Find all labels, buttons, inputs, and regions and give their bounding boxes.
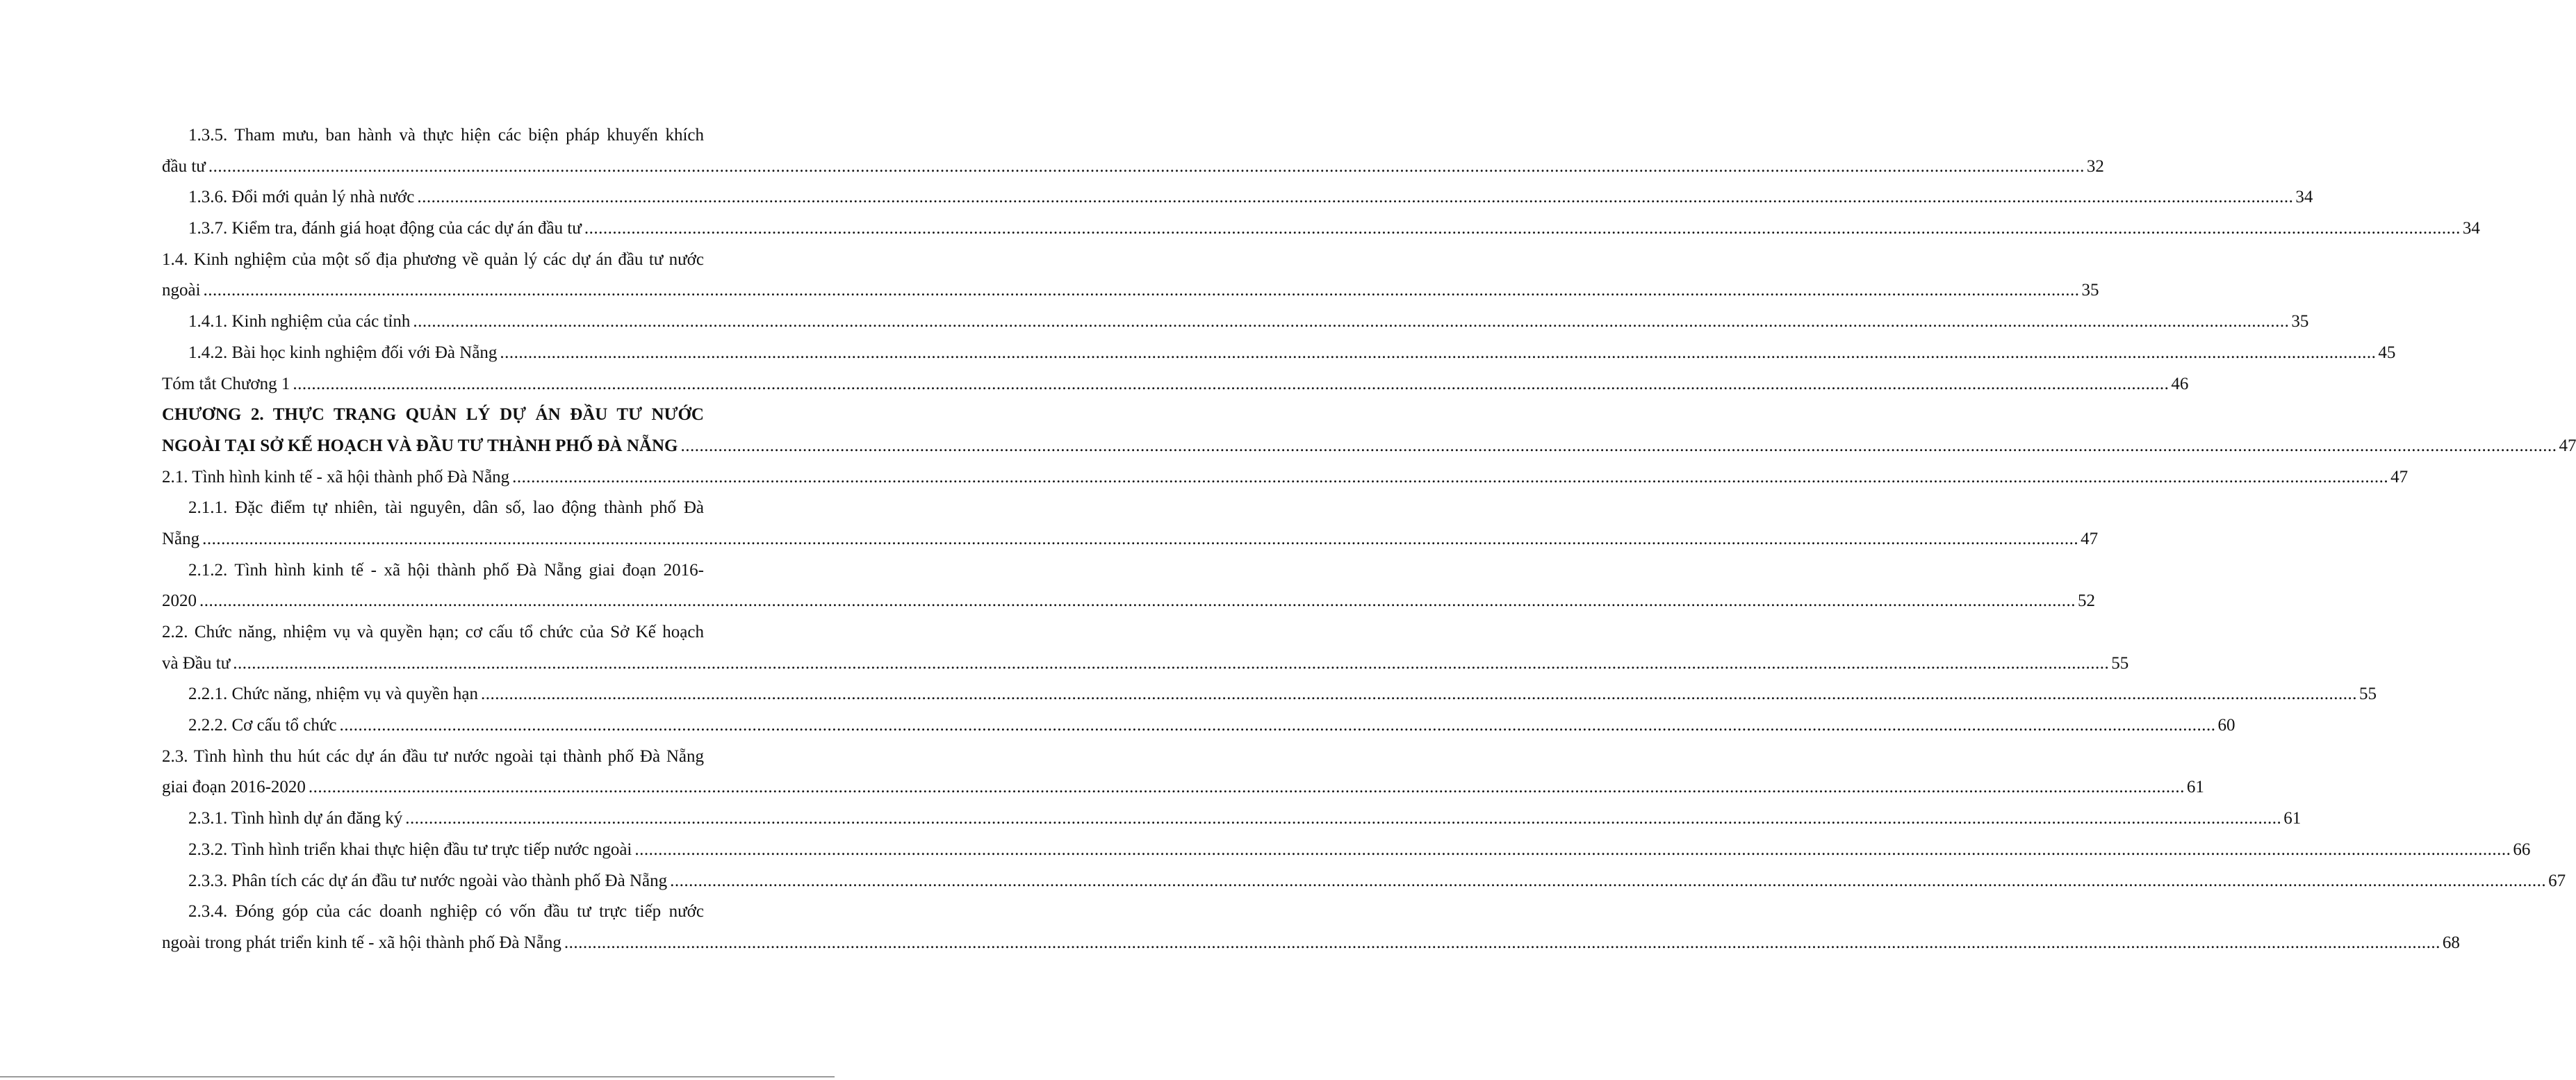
dot-leader: ................................................................................................................................................................................................................................................................................................................................................................................................................ xyxy=(512,467,2389,486)
toc-entry-final-line xyxy=(162,306,2309,338)
dot-leader: ................................................................................................................................................................................................................................................................................................................................................................................................................ xyxy=(293,374,2169,393)
page-number: 35 xyxy=(2081,281,2099,300)
dot-leader: ................................................................................................................................................................................................................................................................................................................................................................................................................ xyxy=(564,933,2440,952)
toc-entry-final-line xyxy=(162,524,2099,555)
toc-entry-final-line xyxy=(162,835,2531,866)
toc-entry-2-3-2 xyxy=(162,835,2531,866)
page-number: 60 xyxy=(2217,716,2235,735)
dot-leader: ................................................................................................................................................................................................................................................................................................................................................................................................................ xyxy=(634,840,2511,859)
page-number: 55 xyxy=(2358,685,2377,704)
page-number: 47 xyxy=(2390,467,2409,486)
toc-entry-2-1 xyxy=(162,462,2409,493)
page-number: 61 xyxy=(2283,809,2302,828)
toc-entry-final-line xyxy=(162,275,2099,306)
toc-entry-2-2 xyxy=(162,617,2129,679)
toc-entry-1-3-7 xyxy=(162,213,2480,245)
toc-entry-title: đầu tư xyxy=(162,156,206,176)
toc-entry-text-line: 2.3.4. Đóng góp của các doanh nghiệp có vốn đầu tư trực tiếp nước xyxy=(188,902,704,922)
toc-entry-title: 2.3.1. Tình hình dự án đăng ký xyxy=(188,809,403,828)
page-number: 34 xyxy=(2462,219,2480,238)
dot-leader: ................................................................................................................................................................................................................................................................................................................................................................................................................ xyxy=(339,716,2216,735)
toc-entry-2-2-2 xyxy=(162,710,2235,742)
toc-entry-title: 1.3.6. Đổi mới quản lý nhà nước xyxy=(188,188,415,207)
page-number: 61 xyxy=(2186,778,2204,797)
toc-entry-1-4-2 xyxy=(162,338,2396,369)
toc-entry-text-line: 1.4. Kinh nghiệm của một số địa phương về quản lý các dự án đầu tư nước xyxy=(162,249,704,269)
toc-entry-2-3-3 xyxy=(162,866,2566,897)
toc-entry-text-line: CHƯƠNG 2. THỰC TRẠNG QUẢN LÝ DỰ ÁN ĐẦU TƯ NƯỚC xyxy=(162,405,704,425)
toc-entry-title: Nẵng xyxy=(162,529,200,548)
toc-entry-final-line xyxy=(162,928,2460,959)
toc-entry-title: 2.2.2. Cơ cấu tổ chức xyxy=(188,716,337,735)
toc-entry-final-line xyxy=(162,772,2204,803)
page-number: 45 xyxy=(2378,343,2396,362)
toc-entry-final-line xyxy=(162,369,2189,400)
toc-entry-1-3-5 xyxy=(162,120,2104,182)
toc-entry-2-3-4 xyxy=(162,897,2460,958)
toc-entry-text-line: 2.2. Chức năng, nhiệm vụ và quyền hạn; cơ cấu tổ chức của Sở Kế hoạch xyxy=(162,623,704,641)
toc-entry-final-line xyxy=(162,803,2302,835)
toc-entry-title: và Đầu tư xyxy=(162,653,231,673)
dot-leader: ................................................................................................................................................................................................................................................................................................................................................................................................................ xyxy=(202,529,2079,548)
toc-entry-title: NGOÀI TẠI SỞ KẾ HOẠCH VÀ ĐẦU TƯ THÀNH PHỐ ĐÀ NẴNG xyxy=(162,436,678,455)
toc-entry-title: 2.2.1. Chức năng, nhiệm vụ và quyền hạn xyxy=(188,685,478,704)
toc-entry-2-3 xyxy=(162,742,2204,803)
toc-entry-title: giai đoạn 2016-2020 xyxy=(162,778,306,797)
toc-entry-text-line: 2.1.1. Đặc điểm tự nhiên, tài nguyên, dân số, lao động thành phố Đà xyxy=(188,498,704,518)
toc-entry-final-line xyxy=(162,152,2104,183)
toc-entry-final-line xyxy=(162,648,2129,680)
toc-entry-final-line xyxy=(162,213,2480,245)
toc-entry-final-line xyxy=(162,338,2396,369)
page-number: 46 xyxy=(2171,374,2189,393)
toc-entry-title: 1.4.1. Kinh nghiệm của các tỉnh xyxy=(188,312,411,332)
toc-entry-1-3-6 xyxy=(162,182,2313,213)
dot-leader: ................................................................................................................................................................................................................................................................................................................................................................................................................ xyxy=(233,653,2110,673)
toc-entry-chuong-2 xyxy=(162,400,2576,461)
toc-entry-title: ngoài xyxy=(162,281,201,300)
dot-leader: ................................................................................................................................................................................................................................................................................................................................................................................................................ xyxy=(199,591,2076,611)
toc-entry-2-2-1 xyxy=(162,679,2377,710)
toc-entry-final-line xyxy=(162,866,2566,897)
page-number: 32 xyxy=(2086,156,2104,176)
toc-entry-1-4 xyxy=(162,245,2099,306)
dot-leader: ................................................................................................................................................................................................................................................................................................................................................................................................................ xyxy=(308,778,2185,797)
toc-entry-final-line xyxy=(162,679,2377,710)
page-number: 68 xyxy=(2442,933,2460,952)
toc-entry-text-line: 2.3. Tình hình thu hút các dự án đầu tư nước ngoài tại thành phố Đà Nẵng xyxy=(162,746,704,766)
toc-entry-title: 1.3.7. Kiểm tra, đánh giá hoạt động của các dự án đầu tư xyxy=(188,219,582,238)
toc-entry-title: 2.3.2. Tình hình triển khai thực hiện đầu tư trực tiếp nước ngoài xyxy=(188,840,632,859)
dot-leader: ................................................................................................................................................................................................................................................................................................................................................................................................................ xyxy=(680,436,2557,455)
dot-leader: ................................................................................................................................................................................................................................................................................................................................................................................................................ xyxy=(203,281,2080,300)
dot-leader: ................................................................................................................................................................................................................................................................................................................................................................................................................ xyxy=(584,219,2461,238)
toc-entry-final-line xyxy=(162,431,2576,462)
toc-entry-title: 1.4.2. Bài học kinh nghiệm đối với Đà Nẵng xyxy=(188,343,498,362)
toc-entry-title: 2.3.3. Phân tích các dự án đầu tư nước ngoài vào thành phố Đà Nẵng xyxy=(188,871,668,890)
toc-entry-1-4-1 xyxy=(162,306,2309,338)
toc-entry-text-line: 1.3.5. Tham mưu, ban hành và thực hiện các biện pháp khuyến khích xyxy=(188,126,704,145)
toc-entry-tom-tat-1 xyxy=(162,369,2189,400)
dot-leader: ................................................................................................................................................................................................................................................................................................................................................................................................................ xyxy=(208,156,2085,176)
dot-leader: ................................................................................................................................................................................................................................................................................................................................................................................................................ xyxy=(417,188,2294,207)
toc-entry-text-line: 2.1.2. Tình hình kinh tế - xã hội thành phố Đà Nẵng giai đoạn 2016- xyxy=(188,560,704,580)
page-number: 67 xyxy=(2548,871,2566,890)
toc-entry-title: ngoài trong phát triển kinh tế - xã hội thành phố Đà Nẵng xyxy=(162,933,561,952)
page-number: 34 xyxy=(2295,188,2313,207)
dot-leader: ................................................................................................................................................................................................................................................................................................................................................................................................................ xyxy=(480,685,2357,704)
toc-entry-title: 2020 xyxy=(162,591,197,611)
page-number: 35 xyxy=(2291,312,2309,332)
table-of-contents xyxy=(162,120,2576,959)
toc-entry-title: Tóm tắt Chương 1 xyxy=(162,374,290,393)
page-number: 47 xyxy=(2081,529,2099,548)
page-number: 55 xyxy=(2111,653,2129,673)
toc-entry-final-line xyxy=(162,182,2313,213)
page-number: 66 xyxy=(2513,840,2531,859)
dot-leader: ................................................................................................................................................................................................................................................................................................................................................................................................................ xyxy=(670,871,2547,890)
toc-entry-final-line xyxy=(162,462,2409,493)
toc-entry-2-1-2 xyxy=(162,555,2095,617)
toc-entry-title: 2.1. Tình hình kinh tế - xã hội thành phố Đà Nẵng xyxy=(162,467,510,486)
toc-entry-2-1-1 xyxy=(162,493,2099,555)
page-number: 52 xyxy=(2078,591,2095,611)
dot-leader: ................................................................................................................................................................................................................................................................................................................................................................................................................ xyxy=(500,343,2377,362)
page-number: 47 xyxy=(2559,436,2576,455)
toc-entry-final-line xyxy=(162,586,2095,617)
toc-entry-final-line xyxy=(162,710,2235,742)
dot-leader: ................................................................................................................................................................................................................................................................................................................................................................................................................ xyxy=(413,312,2290,332)
toc-entry-2-3-1 xyxy=(162,803,2302,835)
dot-leader: ................................................................................................................................................................................................................................................................................................................................................................................................................ xyxy=(405,809,2282,828)
